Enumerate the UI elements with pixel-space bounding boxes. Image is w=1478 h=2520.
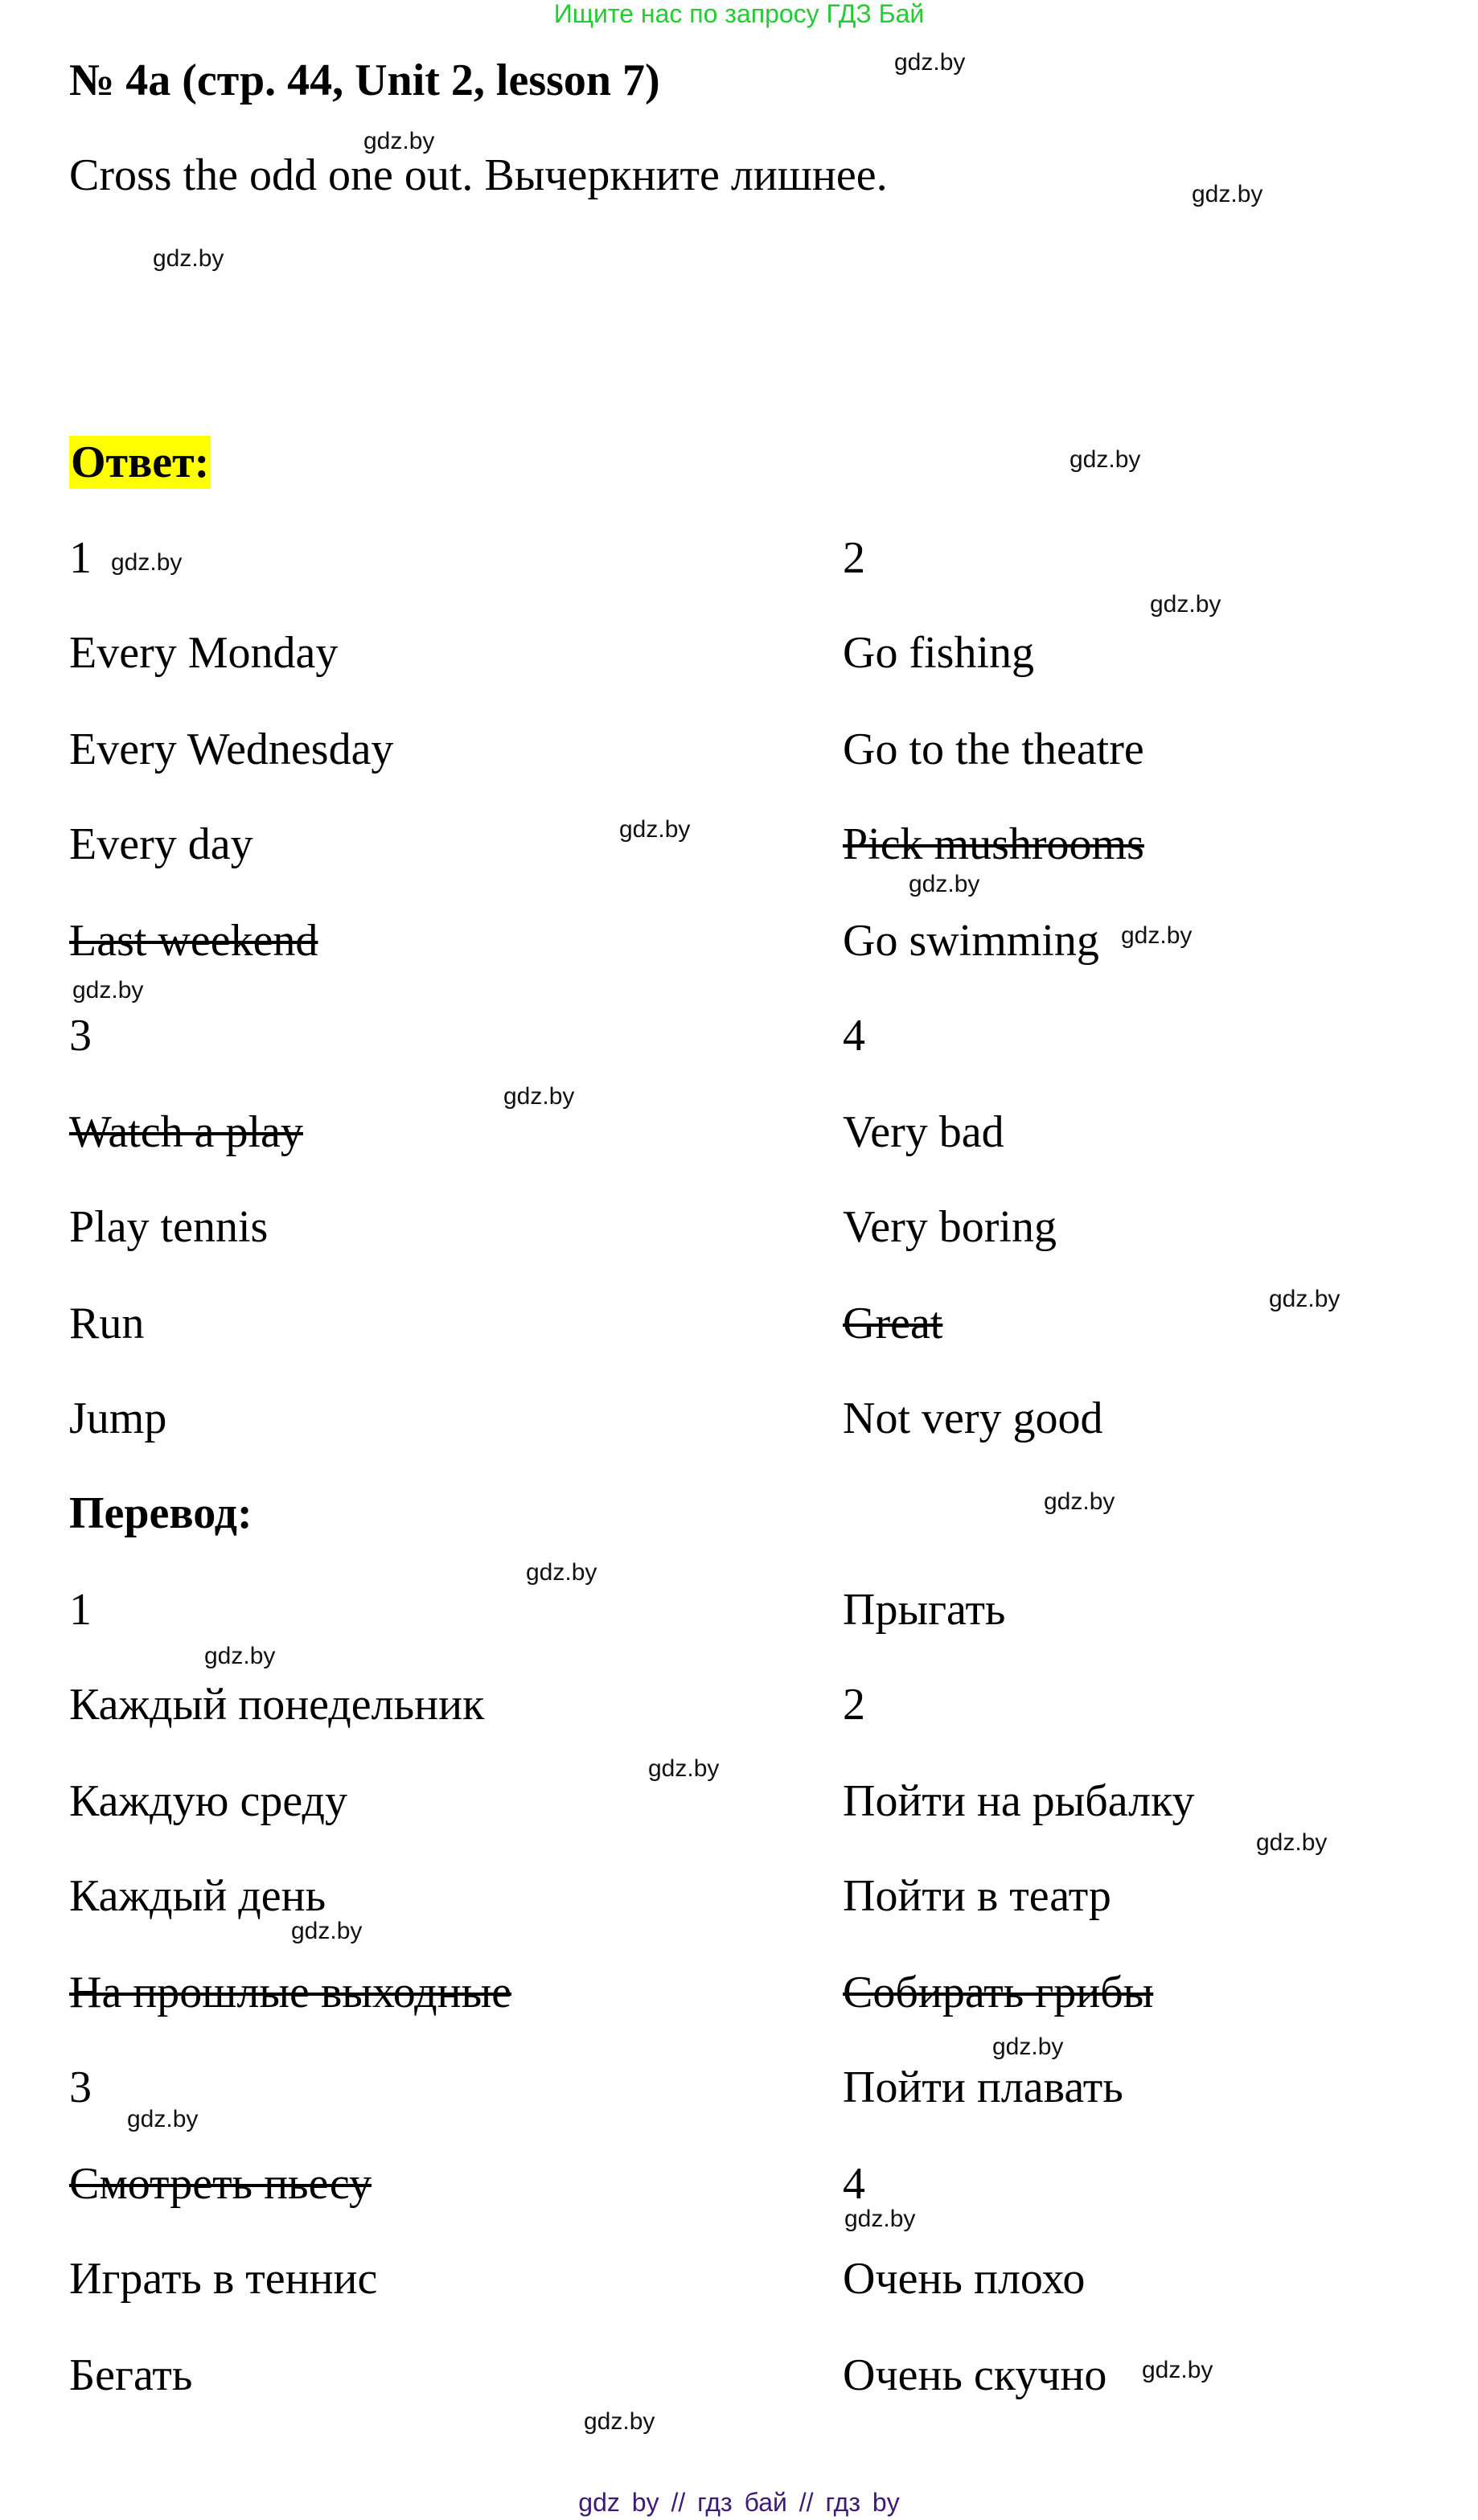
- watermark: gdz.by: [1192, 181, 1263, 207]
- list-item: Go fishing: [843, 628, 1034, 678]
- watermark: gdz.by: [1044, 1488, 1115, 1515]
- translation-item: Пойти на рыбалку: [843, 1776, 1195, 1826]
- watermark: gdz.by: [584, 2408, 655, 2435]
- watermark: gdz.by: [363, 128, 435, 154]
- translation-item-crossed-out: На прошлые выходные: [69, 1968, 512, 2017]
- watermark: gdz.by: [153, 245, 224, 272]
- watermark: gdz.by: [909, 871, 980, 897]
- translation-item: 4: [843, 2159, 865, 2209]
- list-item: Go to the theatre: [843, 724, 1144, 774]
- group-number: 3: [69, 1011, 92, 1061]
- watermark: gdz.by: [503, 1083, 575, 1110]
- translation-item: Бегать: [69, 2350, 193, 2400]
- list-item: Go swimming: [843, 916, 1099, 966]
- exercise-instruction: Cross the odd one out. Вычеркните лишнее.: [69, 150, 888, 200]
- answer-label: Ответ:: [71, 437, 210, 487]
- group-number: 2: [843, 533, 865, 583]
- watermark: gdz.by: [72, 977, 144, 1003]
- translation-item-crossed-out: Собирать грибы: [843, 1968, 1154, 2017]
- translation-item: 3: [69, 2062, 92, 2112]
- translation-item-crossed-out: Смотреть пьесу: [69, 2159, 372, 2209]
- translation-item: 1: [69, 1585, 92, 1635]
- watermark: gdz.by: [1142, 2357, 1213, 2383]
- list-item: Run: [69, 1299, 145, 1348]
- watermark: gdz.by: [1256, 1829, 1328, 1856]
- translation-item: Играть в теннис: [69, 2254, 378, 2304]
- list-item: Every Monday: [69, 628, 339, 678]
- list-item: Not very good: [843, 1393, 1103, 1443]
- watermark: gdz.by: [1069, 446, 1141, 473]
- translation-item: Каждую среду: [69, 1776, 347, 1826]
- exercise-title: № 4a (стр. 44, Unit 2, lesson 7): [69, 55, 660, 105]
- list-item: Every day: [69, 819, 253, 869]
- list-item: Jump: [69, 1393, 167, 1443]
- watermark: gdz.by: [204, 1643, 276, 1669]
- translation-item: Очень плохо: [843, 2254, 1086, 2304]
- watermark: gdz.by: [992, 2034, 1064, 2060]
- translation-item: Пойти плавать: [843, 2062, 1123, 2112]
- list-item: Play tennis: [69, 1202, 269, 1252]
- watermark: gdz.by: [526, 1559, 597, 1586]
- group-number: 1: [69, 533, 92, 583]
- watermark: gdz.by: [1121, 922, 1193, 949]
- translation-item: 2: [843, 1680, 865, 1730]
- watermark: gdz.by: [844, 2206, 916, 2232]
- watermark: gdz.by: [619, 816, 691, 843]
- translation-item: Прыгать: [843, 1585, 1006, 1635]
- top-banner[interactable]: Ищите нас по запросу ГДЗ Бай: [553, 0, 925, 28]
- translation-item: Пойти в театр: [843, 1871, 1111, 1921]
- list-item: Very bad: [843, 1107, 1004, 1157]
- list-item-crossed-out: Great: [843, 1299, 943, 1348]
- list-item-crossed-out: Watch a play: [69, 1107, 303, 1157]
- watermark: gdz.by: [894, 49, 966, 76]
- list-item: Every Wednesday: [69, 724, 394, 774]
- watermark: gdz.by: [648, 1755, 720, 1782]
- watermark: gdz.by: [291, 1918, 363, 1944]
- footer-links[interactable]: gdz by // гдз бай // гдз by: [578, 2488, 900, 2517]
- list-item-crossed-out: Last weekend: [69, 916, 318, 966]
- group-number: 4: [843, 1011, 865, 1061]
- translation-item: Каждый день: [69, 1871, 326, 1921]
- watermark: gdz.by: [1269, 1286, 1340, 1312]
- watermark: gdz.by: [1150, 591, 1221, 618]
- translation-item: Каждый понедельник: [69, 1680, 485, 1730]
- translation-label: Перевод:: [69, 1488, 252, 1538]
- translation-item: Очень скучно: [843, 2350, 1107, 2400]
- list-item-crossed-out: Pick mushrooms: [843, 819, 1144, 869]
- watermark: gdz.by: [111, 549, 183, 576]
- list-item: Very boring: [843, 1202, 1057, 1252]
- watermark: gdz.by: [127, 2106, 199, 2132]
